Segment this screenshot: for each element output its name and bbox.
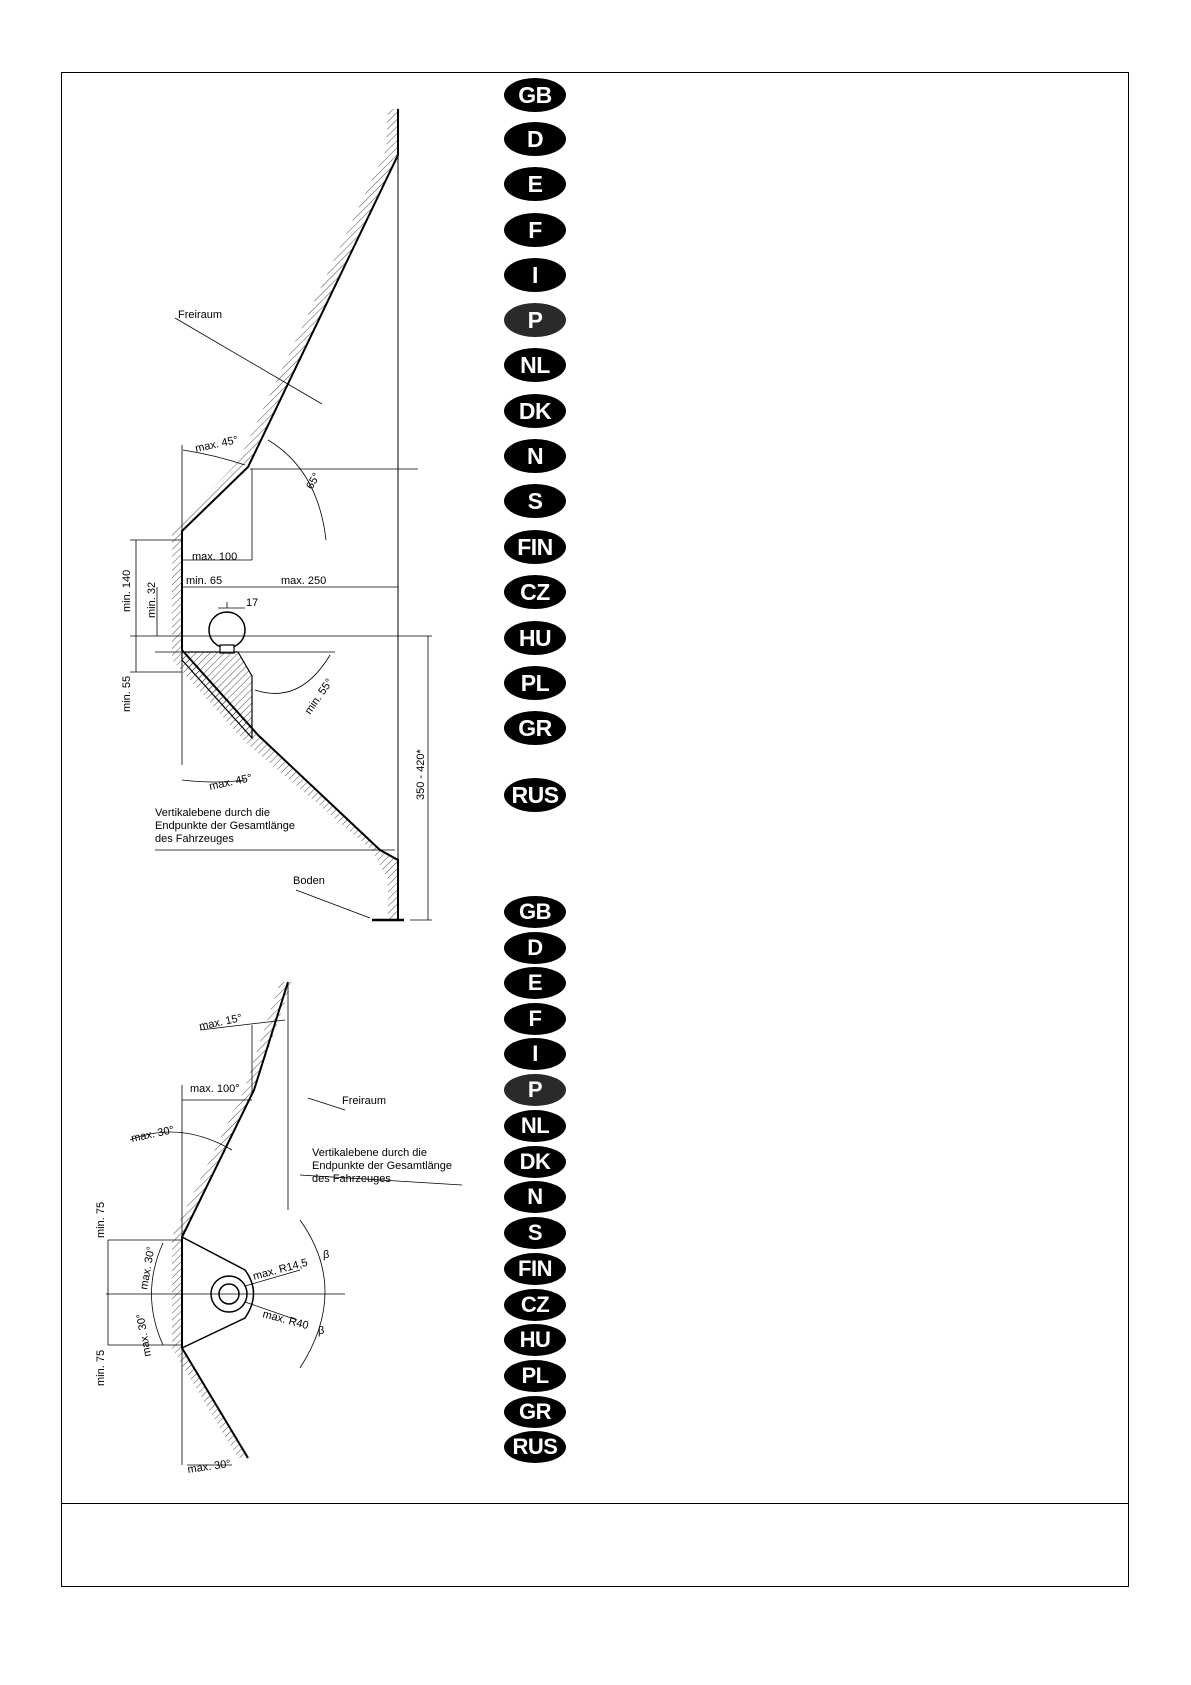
coupling-block xyxy=(182,652,252,738)
lang-badge-p-2: P xyxy=(504,1074,566,1106)
lang-badge-gr: GR xyxy=(504,711,566,745)
lang-badge-gb: GB xyxy=(504,78,566,112)
label-min140: min. 140 xyxy=(121,569,133,612)
lang-badge-hu-2: HU xyxy=(504,1324,566,1356)
label-max30-top: max. 30° xyxy=(130,1124,176,1145)
label-vertikal-b1: Vertikalebene durch die xyxy=(312,1147,427,1159)
label-max100-deg: max. 100° xyxy=(190,1083,240,1095)
label-max250: max. 250 xyxy=(281,575,327,587)
lang-badge-i-2: I xyxy=(504,1038,566,1070)
label-vertikal-3: des Fahrzeuges xyxy=(155,833,234,845)
label-vertikal-b2: Endpunkte der Gesamtlänge xyxy=(312,1160,453,1172)
label-min75-top: min. 75 xyxy=(95,1201,107,1238)
label-min75-bottom: min. 75 xyxy=(95,1349,107,1386)
lang-badge-gb-2: GB xyxy=(504,896,566,928)
lang-badge-fin-2: FIN xyxy=(504,1253,566,1285)
label-r40: max. R40 xyxy=(261,1308,310,1333)
lang-badge-hu: HU xyxy=(504,621,566,655)
lang-badge-nl-2: NL xyxy=(504,1110,566,1142)
lang-badge-s-2: S xyxy=(504,1217,566,1249)
lang-badge-pl: PL xyxy=(504,666,566,700)
label-min65: min. 65 xyxy=(186,575,223,587)
lang-badge-f-2: F xyxy=(504,1003,566,1035)
label-max100: max. 100 xyxy=(192,551,238,563)
label-vertikal-b3: des Fahrzeuges xyxy=(312,1173,391,1185)
label-max30-b: max. 30° xyxy=(134,1312,154,1358)
label-height-range: 350 - 420* xyxy=(415,749,427,800)
label-max45-bottom: max. 45° xyxy=(208,772,254,793)
label-17: 17 xyxy=(246,597,259,609)
lang-badge-rus: RUS xyxy=(504,778,566,812)
label-max30-a: max. 30° xyxy=(138,1245,158,1291)
label-min55: min. 55 xyxy=(121,675,133,712)
lang-badge-d-2: D xyxy=(504,932,566,964)
diagram-bottom xyxy=(106,982,462,1465)
label-freiraum-bottom: Freiraum xyxy=(342,1095,387,1107)
label-beta-2: β xyxy=(318,1325,325,1337)
label-freiraum: Freiraum xyxy=(178,309,223,321)
label-max15: max. 15° xyxy=(198,1012,244,1033)
lang-badge-pl-2: PL xyxy=(504,1360,566,1392)
hatched-profile xyxy=(172,109,398,920)
label-r145: max. R14,5 xyxy=(251,1256,310,1283)
label-boden: Boden xyxy=(293,875,325,887)
profile-outline xyxy=(182,109,398,920)
lang-badge-d: D xyxy=(504,122,566,156)
label-beta-1: β xyxy=(323,1249,330,1261)
lang-badge-dk-2: DK xyxy=(504,1146,566,1178)
label-min32: min. 32 xyxy=(146,581,158,618)
coupling-ball xyxy=(209,612,245,648)
diagram-top xyxy=(130,109,432,920)
lang-badge-i: I xyxy=(504,258,566,292)
lang-badge-nl: NL xyxy=(504,348,566,382)
lang-badge-e-2: E xyxy=(504,967,566,999)
lang-badge-e: E xyxy=(504,167,566,201)
label-angle65: 65° xyxy=(304,471,323,492)
lang-badge-s: S xyxy=(504,484,566,518)
label-max30-bottom: max. 30° xyxy=(186,1458,232,1476)
lang-badge-n: N xyxy=(504,439,566,473)
lang-badge-n-2: N xyxy=(504,1181,566,1213)
lang-badge-f: F xyxy=(504,213,566,247)
label-max45-top: max. 45° xyxy=(194,434,240,455)
lang-badge-fin: FIN xyxy=(504,530,566,564)
label-min55deg: min. 55° xyxy=(302,676,336,717)
label-vertikal-1: Vertikalebene durch die xyxy=(155,807,270,819)
lang-badge-dk: DK xyxy=(504,394,566,428)
lang-badge-p: P xyxy=(504,303,566,337)
lang-badge-cz: CZ xyxy=(504,575,566,609)
lang-badge-rus-2: RUS xyxy=(504,1431,566,1463)
dimension-lines-bottom xyxy=(106,982,462,1465)
diagram-bottom-labels xyxy=(95,1012,452,1476)
lang-badge-gr-2: GR xyxy=(504,1396,566,1428)
label-vertikal-2: Endpunkte der Gesamtlänge xyxy=(155,820,296,832)
lang-badge-cz-2: CZ xyxy=(504,1289,566,1321)
